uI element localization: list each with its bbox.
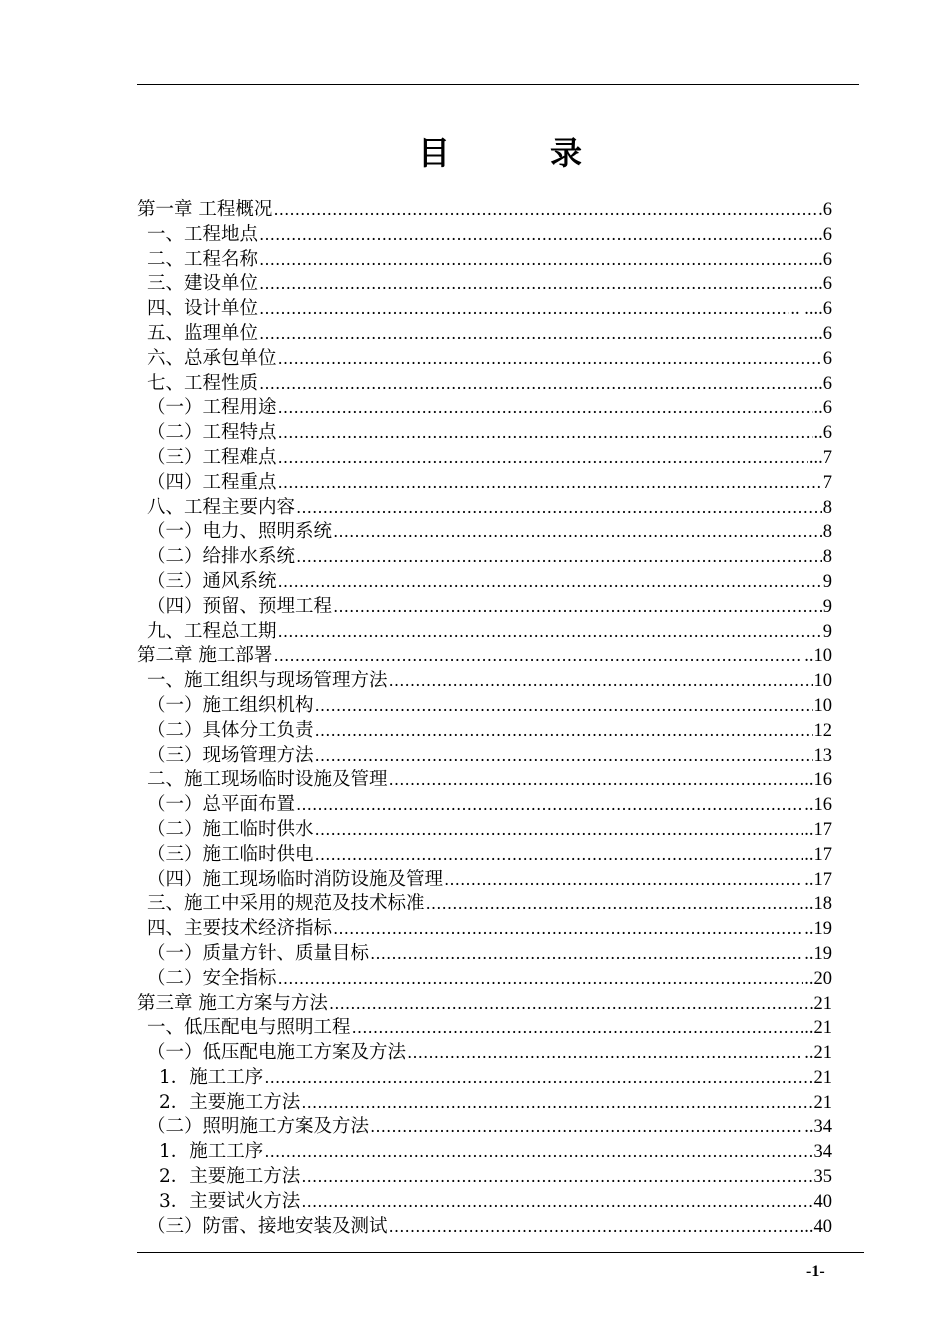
toc-entry[interactable] <box>137 322 832 347</box>
dot-leader <box>370 942 803 967</box>
dot-leader <box>273 198 817 223</box>
dot-leader <box>315 744 813 769</box>
toc-entry-page: ..17 <box>804 869 832 890</box>
toc-entry-page: ..18 <box>804 894 832 915</box>
toc-entry-page: ..20 <box>804 968 832 989</box>
toc-entry[interactable] <box>137 1165 832 1190</box>
dot-leader <box>296 545 822 570</box>
toc-entry-label: 九、工程总工期 <box>147 620 277 642</box>
toc-entry[interactable] <box>137 446 832 471</box>
title-char-2: 录 <box>550 134 583 172</box>
toc-entry-label: （四）预留、预埋工程 <box>147 595 333 617</box>
toc-entry-page: 6 <box>822 348 832 369</box>
header-rule <box>137 84 859 85</box>
dot-leader <box>278 347 822 372</box>
toc-entry[interactable] <box>137 198 832 223</box>
toc-entry-label: 二、工程名称 <box>147 248 259 270</box>
dot-leader <box>278 421 813 446</box>
toc-entry[interactable] <box>137 1140 832 1165</box>
toc-entry[interactable] <box>137 545 832 570</box>
toc-entry-label: （一）总平面布置 <box>147 794 296 816</box>
toc-entry-page: 10 <box>813 671 832 692</box>
toc-entry[interactable] <box>137 892 832 917</box>
toc-entry[interactable] <box>137 1091 832 1116</box>
toc-entry-page: 9 <box>822 596 832 617</box>
toc-entry-label: （三）通风系统 <box>147 570 277 592</box>
dot-leader <box>301 1190 812 1215</box>
toc-entry[interactable] <box>137 917 832 942</box>
toc-entry-page: ..21 <box>804 1018 832 1039</box>
toc-entry-page: ..10 <box>804 646 832 667</box>
toc-entry-label: 二、施工现场临时设施及管理 <box>147 769 388 791</box>
toc-entry-label: 2．主要施工方法 <box>159 1166 301 1188</box>
dot-leader <box>296 496 822 521</box>
dot-leader <box>278 396 813 421</box>
toc-entry-label: 七、工程性质 <box>147 372 259 394</box>
toc-entry-label: （一）施工组织机构 <box>147 694 314 716</box>
dot-leader <box>259 372 812 397</box>
toc-entry-page: .6 <box>818 200 832 220</box>
toc-entry-label: 1．施工工序 <box>159 1066 264 1088</box>
dot-leader <box>296 793 803 818</box>
toc-entry[interactable] <box>137 843 832 868</box>
dot-leader <box>301 1165 812 1190</box>
toc-entry-label: （一）质量方针、质量目标 <box>147 942 370 964</box>
toc-entry-label: 1．施工工序 <box>159 1141 264 1163</box>
toc-entry-page: 8 <box>822 522 832 543</box>
toc-entry[interactable] <box>137 620 832 645</box>
toc-entry-page: 34 <box>813 1142 832 1163</box>
dot-leader <box>264 1140 812 1165</box>
toc-entry[interactable] <box>137 719 832 744</box>
toc-entry-page: ..40 <box>804 1216 832 1237</box>
dot-leader <box>352 1016 804 1041</box>
toc-entry-page: ...6 <box>808 224 832 245</box>
dot-leader <box>315 719 813 744</box>
toc-entry-page: 8 <box>822 497 832 518</box>
toc-entry-label: （二）照明施工方案及方法 <box>147 1116 370 1138</box>
toc-entry-label: （三）防雷、接地安装及测试 <box>147 1215 388 1237</box>
toc-entry[interactable] <box>137 768 832 793</box>
toc-entry-label: （二）具体分工负责 <box>147 719 314 741</box>
toc-entry-label: 四、设计单位 <box>147 298 259 320</box>
dot-leader <box>426 892 804 917</box>
toc-entry-label: 六、总承包单位 <box>147 347 277 369</box>
dot-leader <box>370 1115 803 1140</box>
toc-entry[interactable] <box>137 347 832 372</box>
toc-entry[interactable] <box>137 942 832 967</box>
page-title <box>0 128 950 174</box>
toc-entry[interactable] <box>137 570 832 595</box>
toc-entry-page: ...7 <box>808 447 832 468</box>
dot-leader <box>278 446 808 471</box>
toc-entry[interactable] <box>137 967 832 992</box>
toc-entry-page: ..16 <box>804 795 832 816</box>
toc-entry[interactable] <box>137 644 832 669</box>
toc-entry-page: ..17 <box>804 844 832 865</box>
toc-entry-label: （二）工程特点 <box>147 422 277 444</box>
dot-leader <box>259 322 808 347</box>
dot-leader <box>278 570 822 595</box>
dot-leader <box>333 595 822 620</box>
toc-entry-page: ...6 <box>808 249 832 270</box>
toc-entry-page: 35 <box>813 1167 832 1188</box>
title-char-1: 目 <box>417 134 450 172</box>
toc-entry-page: 9 <box>822 571 832 592</box>
toc-entry-label: 一、低压配电与照明工程 <box>147 1017 351 1039</box>
toc-entry[interactable] <box>137 694 832 719</box>
toc-entry-label: 2．主要施工方法 <box>159 1091 301 1113</box>
dot-leader <box>264 1066 812 1091</box>
toc-entry-page: 21 <box>813 1067 832 1088</box>
table-of-contents <box>137 198 832 1239</box>
toc-entry[interactable] <box>137 669 832 694</box>
toc-entry-label: 第一章 工程概况 <box>137 199 273 220</box>
toc-entry-page: ..17 <box>804 819 832 840</box>
toc-entry-page: 21 <box>813 993 832 1014</box>
toc-entry[interactable] <box>137 396 832 421</box>
toc-entry-page: 40 <box>813 1191 832 1212</box>
toc-entry-label: 三、施工中采用的规范及技术标准 <box>147 893 425 915</box>
toc-entry-label: 3．主要试火方法 <box>159 1190 301 1212</box>
dot-leader <box>259 297 789 322</box>
toc-entry-page: 9 <box>822 621 832 642</box>
toc-entry-label: 五、监理单位 <box>147 322 259 344</box>
dot-leader <box>444 868 803 893</box>
toc-entry[interactable] <box>137 496 832 521</box>
toc-entry-page: ..16 <box>804 770 832 791</box>
toc-entry[interactable] <box>137 992 832 1017</box>
toc-entry-label: 第二章 施工部署 <box>137 645 273 667</box>
dot-leader <box>259 248 808 273</box>
toc-entry-page: .. ....6 <box>790 299 832 320</box>
toc-entry[interactable] <box>137 1190 832 1215</box>
toc-entry-page: ..6 <box>813 423 832 444</box>
toc-entry[interactable] <box>137 248 832 273</box>
toc-entry-label: 一、工程地点 <box>147 223 259 245</box>
toc-entry-page: 21 <box>813 1092 832 1113</box>
dot-leader <box>389 669 813 694</box>
toc-entry-label: （三）现场管理方法 <box>147 744 314 766</box>
toc-entry-label: （二）给排水系统 <box>147 546 296 568</box>
toc-entry-page: 12 <box>813 720 832 741</box>
footer-page-number: -1- <box>806 1263 825 1280</box>
toc-entry[interactable] <box>137 421 832 446</box>
toc-entry-page: ...6 <box>808 274 832 295</box>
toc-entry-label: 四、主要技术经济指标 <box>147 918 333 940</box>
toc-entry-page: 13 <box>813 745 832 766</box>
dot-leader <box>301 1091 812 1116</box>
toc-entry-label: 八、工程主要内容 <box>147 496 296 518</box>
toc-entry[interactable] <box>137 1215 832 1240</box>
toc-entry-page: ...6 <box>808 323 832 344</box>
toc-entry-label: （一）电力、照明系统 <box>147 521 333 543</box>
toc-entry[interactable] <box>137 471 832 496</box>
toc-entry[interactable] <box>137 744 832 769</box>
dot-leader <box>259 223 808 248</box>
dot-leader <box>278 967 804 992</box>
toc-entry-page: ..6 <box>813 373 832 394</box>
toc-entry-label: （四）施工现场临时消防设施及管理 <box>147 868 444 890</box>
toc-entry[interactable] <box>137 1016 832 1041</box>
toc-entry-label: 第三章 施工方案与方法 <box>137 992 328 1014</box>
dot-leader <box>259 272 808 297</box>
toc-entry-page: ..19 <box>804 943 832 964</box>
dot-leader <box>407 1041 803 1066</box>
dot-leader <box>333 917 803 942</box>
toc-entry[interactable] <box>137 1041 832 1066</box>
toc-entry-label: （三）工程难点 <box>147 446 277 468</box>
toc-entry[interactable] <box>137 1115 832 1140</box>
toc-entry-label: （三）施工临时供电 <box>147 843 314 865</box>
toc-entry[interactable] <box>137 1066 832 1091</box>
toc-entry-label: （四）工程重点 <box>147 471 277 493</box>
dot-leader <box>315 843 804 868</box>
toc-entry-page: 8 <box>822 547 832 568</box>
toc-entry-page: 10 <box>813 695 832 716</box>
dot-leader <box>389 1215 804 1240</box>
dot-leader <box>333 520 822 545</box>
toc-entry-label: 一、施工组织与现场管理方法 <box>147 670 388 692</box>
toc-entry-label: 三、建设单位 <box>147 273 259 295</box>
dot-leader <box>315 818 804 843</box>
toc-entry[interactable] <box>137 868 832 893</box>
dot-leader <box>278 471 822 496</box>
toc-entry[interactable] <box>137 223 832 248</box>
dot-leader <box>273 644 803 669</box>
toc-entry[interactable] <box>137 520 832 545</box>
toc-entry-page: ..6 <box>813 398 832 419</box>
footer-rule <box>137 1252 864 1253</box>
toc-entry[interactable] <box>137 818 832 843</box>
toc-entry-page: ..19 <box>804 919 832 940</box>
dot-leader <box>278 620 822 645</box>
dot-leader <box>315 694 813 719</box>
toc-entry-label: （一）低压配电施工方案及方法 <box>147 1042 407 1064</box>
toc-entry-page: ..21 <box>804 1043 832 1064</box>
toc-entry[interactable] <box>137 793 832 818</box>
dot-leader <box>329 992 813 1017</box>
toc-entry-label: （二）安全指标 <box>147 967 277 989</box>
toc-entry[interactable] <box>137 372 832 397</box>
toc-entry[interactable] <box>137 272 832 297</box>
toc-entry-label: （二）施工临时供水 <box>147 818 314 840</box>
dot-leader <box>389 768 804 793</box>
toc-entry-page: ..34 <box>804 1117 832 1138</box>
toc-entry-label: （一）工程用途 <box>147 397 277 419</box>
toc-entry-page: 7 <box>822 472 832 493</box>
toc-entry[interactable] <box>137 595 832 620</box>
toc-entry[interactable] <box>137 297 832 322</box>
